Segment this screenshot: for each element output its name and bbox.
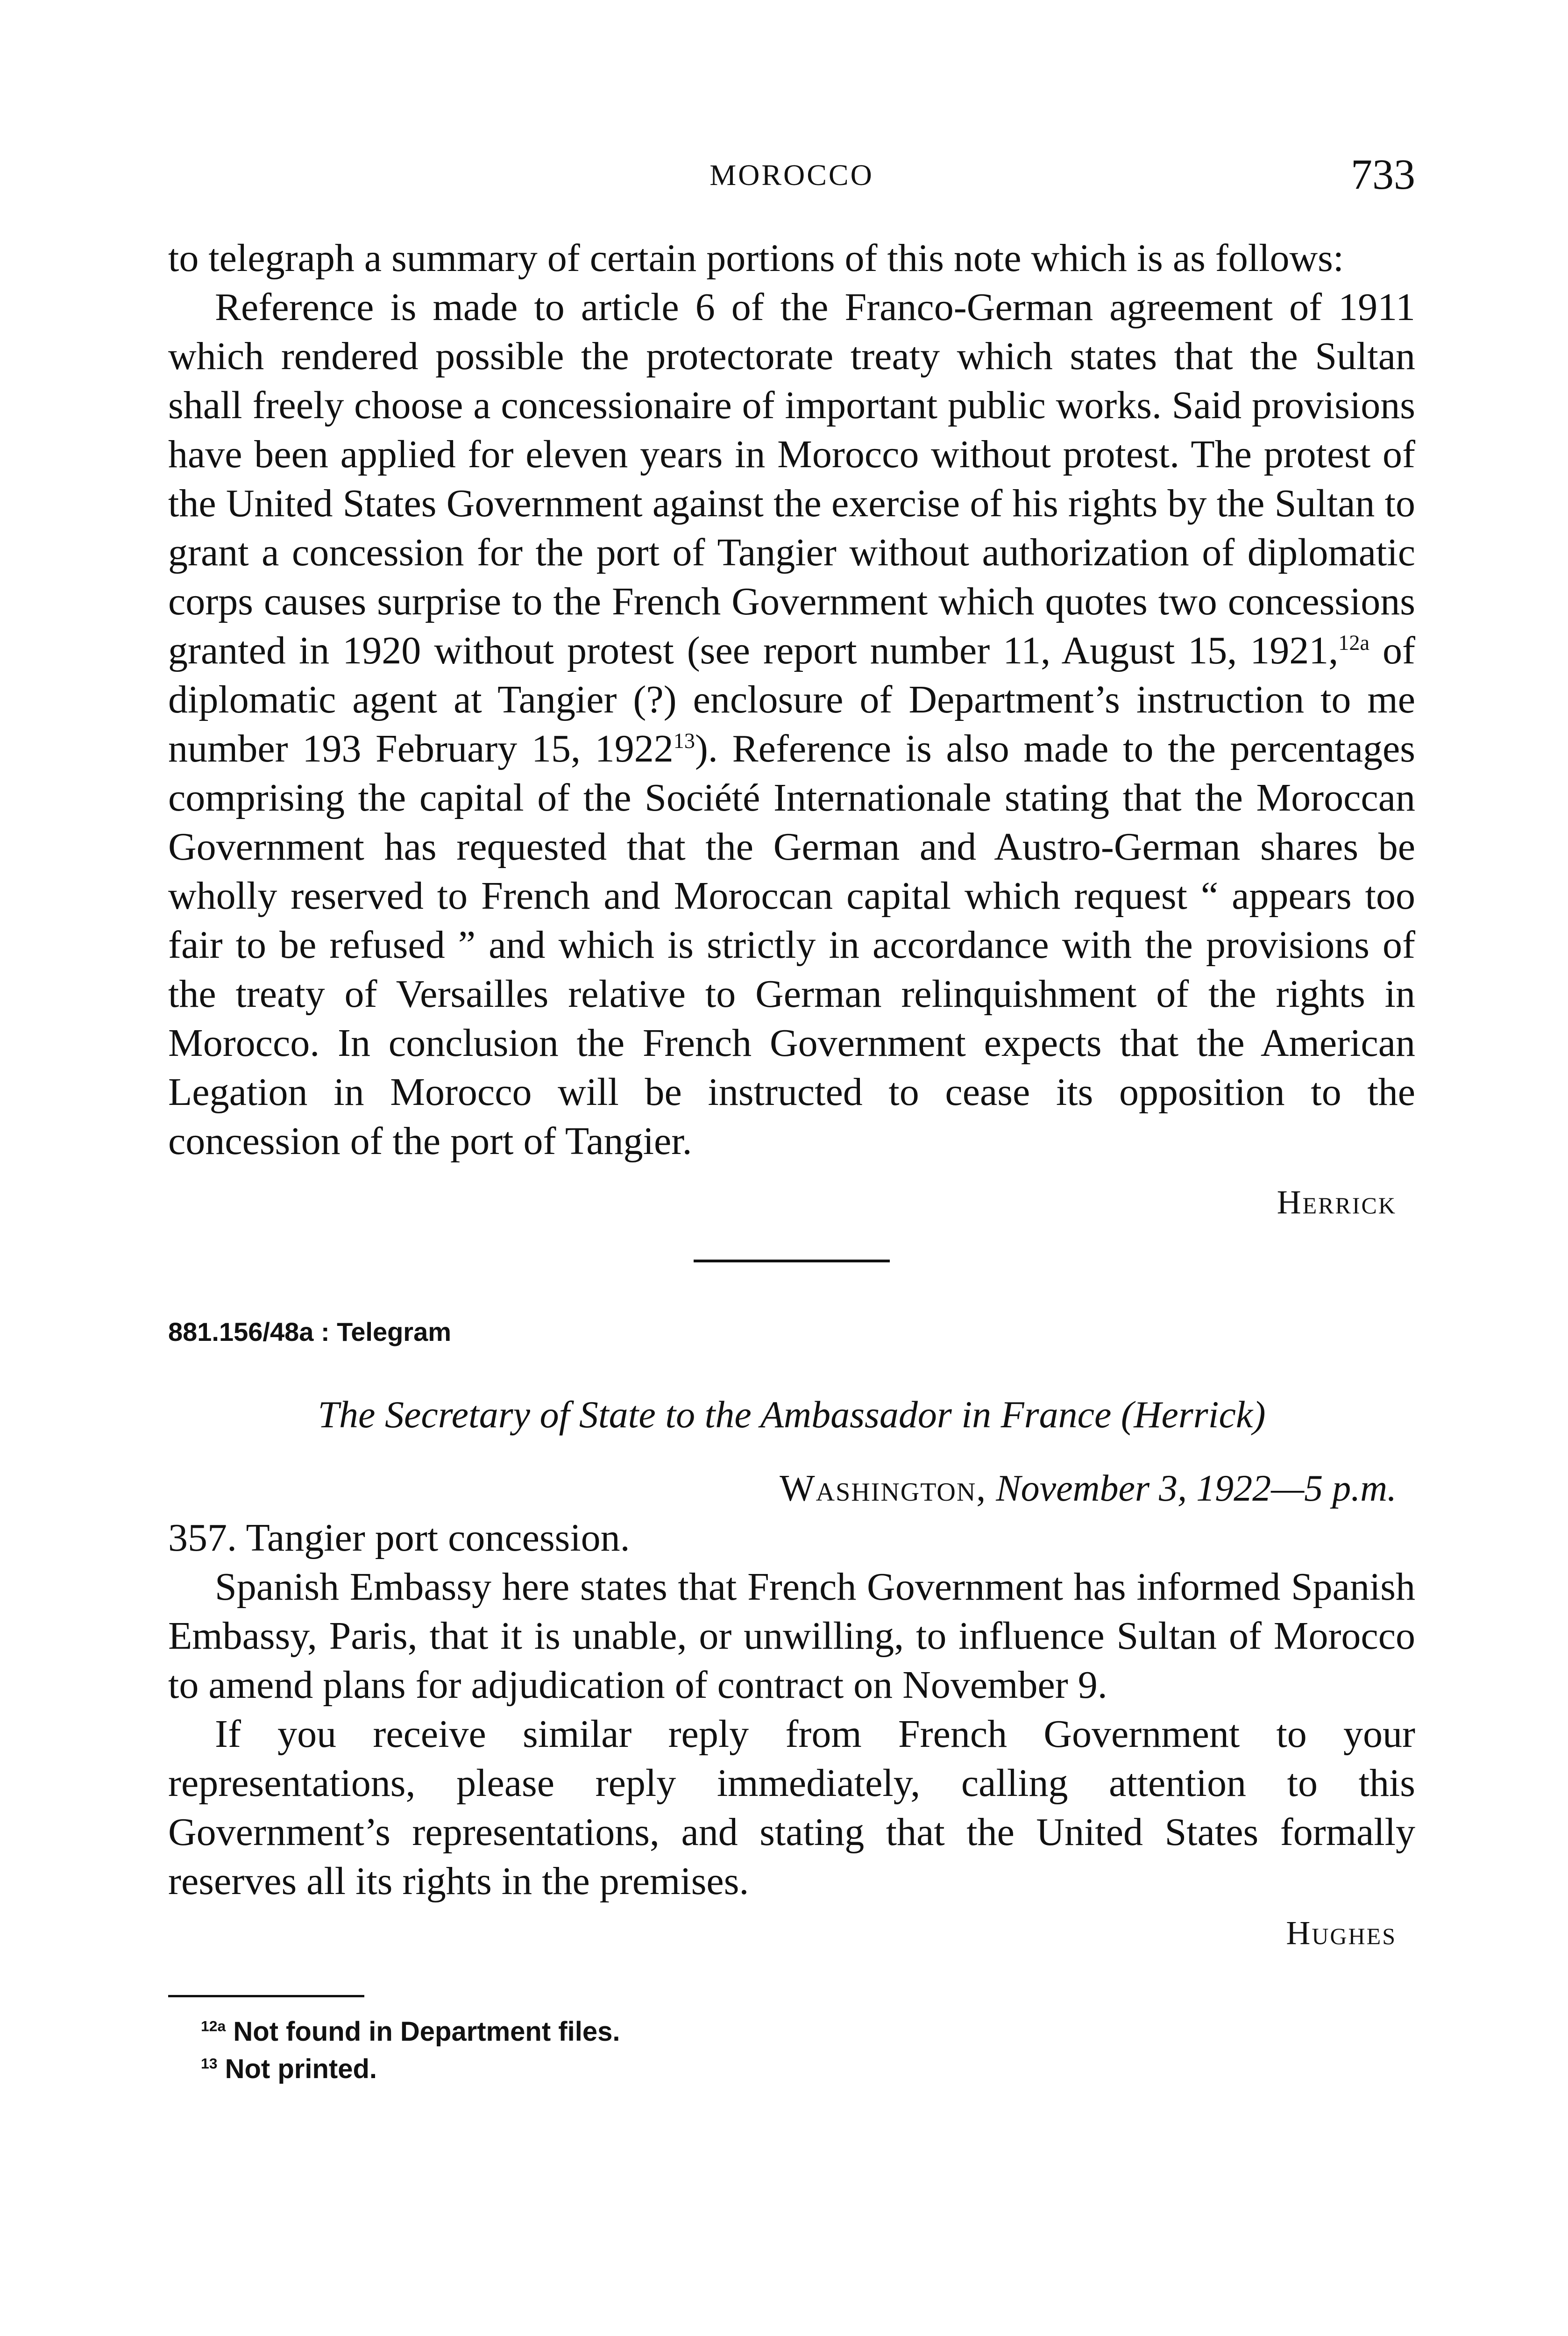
summary-text-1: Reference is made to article 6 of the Franco-German agreement of 1911 which rendered possible the protectorate treaty which states that the Sultan shall freely choose a concessionaire of important public works. Said provisions have been applied for eleven years in Morocco without protest. The protest of the United States Government against the exercise of his rights by the Sultan to grant a concession for the port of Tangier without authorization of diplomatic corps causes surprise to the French Government which quotes two concessions granted in 1920 without protest (see report number 11, August 15, 1921,	[168, 285, 1415, 672]
section-divider	[694, 1260, 890, 1262]
running-head: MOROCCO	[710, 158, 874, 192]
document-title: The Secretary of State to the Ambassador in France (Herrick)	[318, 1393, 1266, 1436]
dateline-date: November 3, 1922—5 p.m.	[996, 1468, 1397, 1509]
body-text	[168, 234, 1415, 2088]
footnote-mark: 12a	[201, 2017, 226, 2035]
paragraph-instructions: If you receive similar reply from French Government to your representations, please reply immediately, calling attention to this Government’s representations, and stating that the United States formally reserves all its rights in the premises.	[168, 1712, 1415, 1903]
signature-herrick: Herrick	[1277, 1183, 1397, 1221]
footnote-13	[201, 2051, 1415, 2088]
footnote-text: Not found in Department files.	[233, 2016, 620, 2047]
footnote-ref-13: 13	[673, 729, 695, 753]
page-number: 733	[1351, 150, 1415, 198]
page-header	[168, 150, 1415, 206]
paragraph-summary	[168, 283, 1415, 1166]
summary-text-3: ). Reference is also made to the percentages comprising the capital of the Société Internationale stating that the Moroccan Government has requested that the German and Austro-German shares be wholly reserved to French and Moroccan capital which request “ appears too fair to be refused ” and which is strictly in accordance with the provisions of the treaty of Versailles relative to German relinquishment of the rights in Morocco. In conclusion the French Government expects that the American Legation in Morocco will be instructed to cease its opposition to the concession of the port of Tangier.	[168, 727, 1415, 1163]
paragraph-spanish-embassy: Spanish Embassy here states that French Government has informed Spanish Embassy, Paris, that it is unable, or unwilling, to influence Sultan of Morocco to amend plans for adjudication of contract on November 9.	[168, 1565, 1415, 1707]
signature-hughes: Hughes	[1286, 1914, 1397, 1951]
dateline	[168, 1464, 1415, 1513]
footnote-text: Not printed.	[225, 2054, 377, 2084]
summary-text-2: of diplomatic agent at Tangier (?) enclosure of Department’s instruction to me number 193 February 15, 1922	[168, 629, 1415, 770]
file-reference: 881.156/48a : Telegram	[168, 1317, 452, 1346]
footnote-mark: 13	[201, 2055, 218, 2072]
message-number: 357. Tangier port concession.	[168, 1516, 630, 1560]
paragraph-intro: to telegraph a summary of certain portions of this note which is as follows:	[168, 236, 1344, 280]
footnote-ref-12a: 12a	[1338, 631, 1369, 655]
dateline-place: Washington,	[780, 1468, 987, 1509]
footnote-12a	[201, 2013, 1415, 2051]
footnotes	[168, 2013, 1415, 2088]
footnote-divider	[168, 1995, 364, 1997]
